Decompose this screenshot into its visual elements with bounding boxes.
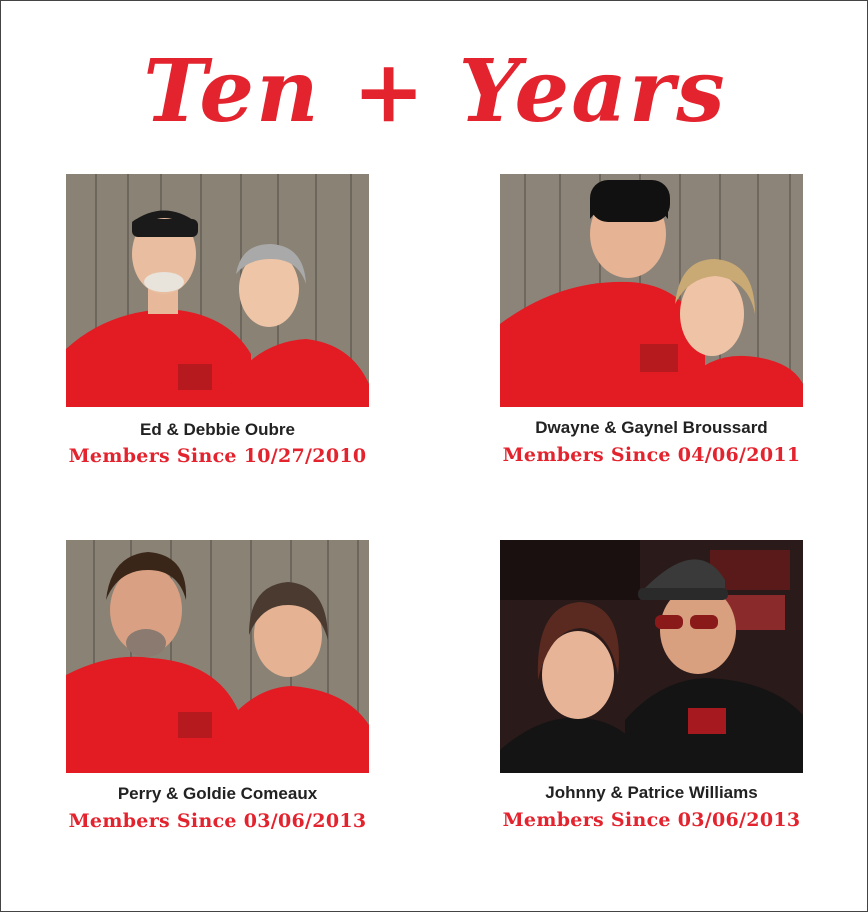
member-name-4: Johnny & Patrice Williams (545, 783, 758, 802)
member-since-2: Members Since 04/06/2011 (502, 444, 801, 466)
member-photo-2 (500, 174, 803, 407)
member-photo-1 (66, 174, 369, 407)
page-title: Ten + Years (143, 41, 727, 142)
member-name-1: Ed & Debbie Oubre (140, 420, 295, 439)
member-photo-4 (500, 540, 803, 773)
member-name-3: Perry & Goldie Comeaux (117, 784, 318, 803)
member-since-4: Members Since 03/06/2013 (502, 809, 801, 831)
member-since-1: Members Since 10/27/2010 (68, 445, 367, 467)
member-since-3: Members Since 03/06/2013 (68, 810, 367, 832)
member-name-2: Dwayne & Gaynel Broussard (535, 418, 768, 437)
member-photo-3 (66, 540, 369, 773)
